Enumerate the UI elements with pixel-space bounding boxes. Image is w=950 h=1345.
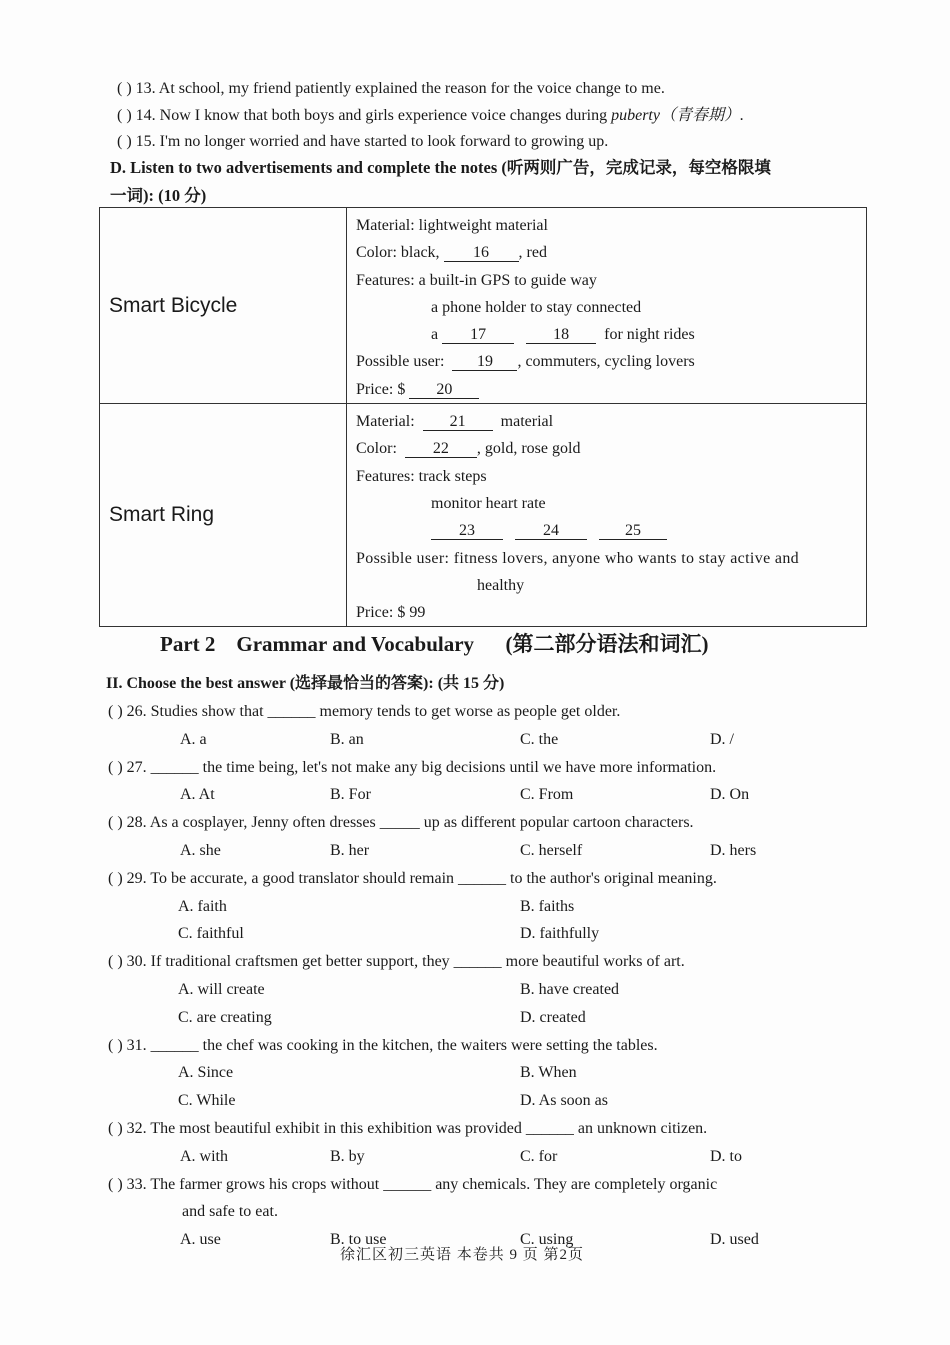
price-line [356, 376, 858, 403]
option-b[interactable]: B. have created [520, 980, 620, 998]
part2-heading [160, 634, 709, 654]
question-stem: ( ) 28. As a cosplayer, Jenny often dresses _____ up as different popular cartoon characters. [108, 814, 694, 832]
options-row [108, 1087, 898, 1115]
text: Color: black, [356, 244, 444, 262]
text: Color: [356, 440, 401, 458]
text: , gold, rose gold [476, 440, 581, 458]
option-b[interactable]: B. by [330, 1147, 365, 1165]
option-a[interactable]: A. will create [178, 980, 265, 998]
option-c[interactable]: C. the [520, 730, 559, 748]
features-line [356, 517, 858, 544]
color-line [356, 239, 858, 266]
option-d[interactable]: D. created [520, 1008, 586, 1026]
text: , red [518, 244, 547, 262]
option-c[interactable]: C. herself [520, 841, 583, 859]
user-line: Possible user: fitness lovers, anyone who wants to stay active and [356, 549, 800, 567]
option-d[interactable]: D. faithfully [520, 925, 600, 943]
text: Price: $ [356, 380, 410, 398]
features-line: Features: a built-in GPS to guide way [356, 271, 597, 289]
options-row [108, 976, 898, 1004]
option-c[interactable]: C. While [178, 1092, 236, 1110]
user-line [356, 348, 858, 375]
option-c[interactable]: C. for [520, 1147, 558, 1165]
material-line: Material: lightweight material [356, 217, 548, 234]
options-row [108, 1143, 898, 1171]
options-row [108, 920, 898, 948]
option-d[interactable]: D. hers [710, 841, 757, 859]
option-d[interactable]: D. / [710, 730, 734, 748]
blank-23[interactable]: 23 [431, 523, 503, 540]
option-a[interactable]: A. with [180, 1147, 228, 1165]
options-row [108, 1059, 898, 1087]
section-d-heading-cont: 一词): (10 分) [110, 186, 207, 205]
option-c[interactable]: C. are creating [178, 1008, 272, 1026]
blank-17[interactable]: 17 [442, 327, 514, 344]
option-c[interactable]: C. From [520, 786, 574, 804]
features-line: monitor heart rate [431, 494, 546, 512]
option-d[interactable]: D. On [710, 786, 750, 804]
smart-bicycle-label: Smart Bicycle [100, 208, 347, 404]
blank-20[interactable]: 20 [409, 382, 479, 399]
options-row [108, 726, 898, 754]
item-text: 15. I'm no longer worried and have started to look forward to growing up. [135, 133, 609, 150]
option-c[interactable]: C. faithful [178, 925, 244, 943]
question-stem-cont: and safe to eat. [182, 1203, 278, 1221]
options-row [108, 781, 898, 809]
question-stem: ( ) 30. If traditional craftsmen get better support, they ______ more beautiful works of art. [108, 953, 685, 971]
color-line [356, 435, 858, 462]
page-footer: 徐汇区初三英语 本卷共 9 页 第2页 [340, 1247, 585, 1263]
features-line: a phone holder to stay connected [431, 298, 642, 316]
question-stem: ( ) 32. The most beautiful exhibit in this exhibition was provided ______ an unknown citizen. [108, 1119, 708, 1137]
option-b[interactable]: B. faiths [520, 897, 575, 915]
user-line-cont: healthy [477, 576, 525, 594]
item-text: 13. At school, my friend patiently explained the reason for the voice change to me. [135, 80, 665, 97]
option-d[interactable]: D. used [710, 1231, 759, 1249]
option-d[interactable]: D. to [710, 1147, 742, 1165]
item-15 [117, 132, 608, 152]
blank-25[interactable]: 25 [599, 523, 667, 540]
part2-title: Part 2 Grammar and Vocabulary [160, 632, 475, 656]
option-a[interactable]: A. Since [178, 1064, 234, 1082]
answer-bracket: ( ) [117, 133, 132, 150]
blank-18[interactable]: 18 [526, 327, 596, 344]
question-list [108, 698, 898, 1254]
option-a[interactable]: A. a [180, 730, 207, 748]
option-b[interactable]: B. For [330, 786, 371, 804]
italic-term: puberty [611, 107, 660, 124]
text: , commuters, cycling lovers [517, 353, 695, 371]
text: Material: [356, 413, 419, 431]
option-c[interactable]: C. using [520, 1231, 574, 1249]
blank-22[interactable]: 22 [405, 441, 477, 458]
text: material [496, 413, 554, 431]
term-note: （青春期）. [659, 107, 744, 124]
question-stem: ( ) 29. To be accurate, a good translator should remain ______ to the author's original meaning. [108, 869, 717, 887]
blank-19[interactable]: 19 [452, 354, 517, 371]
section-d-heading: D. Listen to two advertisements and complete the notes (听两则广告，完成记录，每空格限填 [110, 158, 771, 177]
options-row [108, 837, 898, 865]
features-line [356, 321, 858, 348]
answer-bracket: ( ) [117, 80, 132, 97]
notes-table [99, 207, 867, 627]
option-b[interactable]: B. When [520, 1064, 577, 1082]
smart-ring-label: Smart Ring [100, 404, 347, 627]
option-d[interactable]: D. As soon as [520, 1092, 609, 1110]
material-line [356, 408, 858, 435]
option-a[interactable]: A. use [180, 1231, 221, 1249]
blank-21[interactable]: 21 [423, 414, 493, 431]
ring-notes [347, 404, 867, 627]
text: a [431, 326, 443, 344]
answer-bracket: ( ) [117, 107, 132, 124]
option-b[interactable]: B. to use [330, 1231, 387, 1249]
question-stem: ( ) 27. ______ the time being, let's not make any big decisions until we have more information. [108, 758, 717, 776]
section-ii-heading: II. Choose the best answer (选择最恰当的答案): (共 15 分) [106, 675, 505, 692]
question-stem: ( ) 33. The farmer grows his crops without ______ any chemicals. They are completely organic [108, 1175, 718, 1193]
options-row [108, 1004, 898, 1032]
blank-24[interactable]: 24 [515, 523, 587, 540]
blank-16[interactable]: 16 [444, 245, 519, 262]
text: Possible user: [356, 353, 449, 371]
part2-title-cn: (第二部分语法和词汇) [505, 632, 709, 656]
question-stem: ( ) 31. ______ the chef was cooking in the kitchen, the waiters were setting the tables. [108, 1036, 658, 1054]
features-line: Features: track steps [356, 467, 487, 485]
item-14 [117, 106, 744, 126]
option-a[interactable]: A. At [180, 786, 215, 804]
question-stem: ( ) 26. Studies show that ______ memory tends to get worse as people get older. [108, 703, 621, 720]
option-b[interactable]: B. her [330, 841, 370, 859]
item-text: 14. Now I know that both boys and girls experience voice changes during [135, 107, 612, 124]
text: for night rides [600, 326, 695, 344]
item-13 [117, 79, 665, 99]
bicycle-notes [347, 208, 867, 404]
options-row [108, 893, 898, 921]
option-a[interactable]: A. faith [178, 897, 227, 915]
price-line: Price: $ 99 [356, 604, 426, 622]
option-b[interactable]: B. an [330, 730, 364, 748]
option-a[interactable]: A. she [180, 841, 221, 859]
